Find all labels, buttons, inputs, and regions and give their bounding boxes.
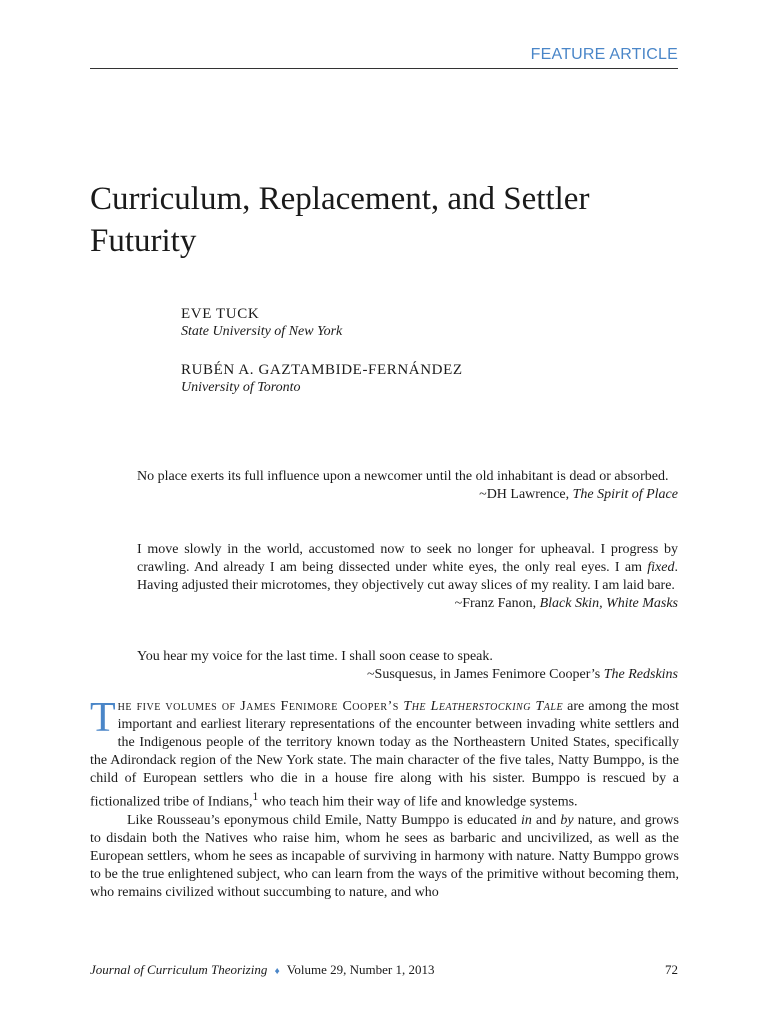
epigraph-1 (137, 468, 678, 504)
lead-in-title: The Leatherstocking Tale (403, 699, 564, 714)
epigraph-2 (137, 541, 678, 613)
body-paragraph-2 (90, 812, 679, 902)
section-label: FEATURE ARTICLE (530, 46, 678, 63)
attribution-author: ~DH Lawrence, (479, 487, 573, 502)
author-block-1 (181, 305, 342, 341)
body-paragraph-1 (90, 695, 679, 812)
attribution-author: ~Susquesus, in James Fenimore Cooper’s (366, 667, 604, 682)
page-footer (90, 962, 678, 978)
footnote-marker[interactable]: 1 (252, 790, 259, 803)
author-name: EVE TUCK (181, 306, 260, 322)
emphasis: in (520, 812, 532, 828)
quote-emphasis: fixed (647, 560, 675, 575)
volume-info: Volume 29, Number 1, 2013 (286, 962, 435, 977)
epigraph-attribution (137, 486, 678, 504)
paragraph-text: Like Rousseau’s eponymous child Emile, Natty Bumppo is educated (127, 812, 521, 828)
author-affiliation: State University of New York (181, 324, 343, 339)
attribution-work: Black Skin, White Masks (539, 596, 678, 611)
journal-name: Journal of Curriculum Theorizing (90, 962, 268, 977)
epigraph-3 (137, 648, 678, 684)
paragraph-text: are among the most important and earliest literary representations of the encounter between invading white settlers and the Indigenous people of the territory known today as the Northeastern United States, specifically the Adirondack region of the New York state. The main character of the five tales, Natty Bumppo, is the child of European settlers who die in a house fire along with his sister. Bumppo is rescued by a fictionalized tribe of Indians, (90, 699, 679, 810)
epigraph-attribution (137, 666, 678, 684)
attribution-work: The Redskins (603, 667, 678, 682)
paragraph-text: who teach him their way of life and knowledge systems. (258, 794, 578, 810)
epigraph-quote: You hear my voice for the last time. I shall soon cease to speak. (137, 649, 493, 664)
attribution-work: The Spirit of Place (572, 487, 678, 502)
paragraph-text: and (531, 812, 561, 828)
attribution-author: ~Franz Fanon, (454, 596, 540, 611)
author-affiliation: University of Toronto (181, 380, 301, 395)
diamond-icon: ♦ (274, 966, 280, 977)
quote-text: I move slowly in the world, accustomed now to seek no longer for upheaval. I progress by crawling. And already I am being dissected under white eyes, the only real eyes. I am (137, 542, 678, 575)
paragraph-text: nature, and grows to disdain both the Natives who raise him, whom he sees as barbaric and uncivilized, as well as the European settlers, whom he sees as incapable of surviving in harmony with nature. Natty Bumppo grows to be the true enlightened subject, who can learn from the ways of the primitive without becoming them, who remains civilized without succumbing to nature, and who (90, 812, 679, 900)
epigraph-attribution (137, 595, 678, 613)
header-rule (90, 68, 678, 69)
page-number: 72 (665, 962, 678, 977)
article-body (90, 695, 679, 902)
author-name: RUBÉN A. GAZTAMBIDE-FERNÁNDEZ (181, 362, 463, 378)
epigraph-quote (137, 541, 678, 595)
epigraph-quote: No place exerts its full influence upon a newcomer until the old inhabitant is dead or absorbed. (137, 469, 669, 484)
quote-text: . Having adjusted their microtomes, they objectively cut away slices of my reality. I am laid bare. (137, 560, 678, 593)
drop-cap: T (90, 695, 116, 741)
article-title: Curriculum, Replacement, and Settler Futurity (90, 181, 590, 259)
footer-citation (90, 962, 435, 978)
emphasis: by (560, 812, 574, 828)
lead-in-caps: he five volumes of James Fenimore Cooper’s (117, 699, 404, 714)
author-block-2 (181, 361, 463, 397)
